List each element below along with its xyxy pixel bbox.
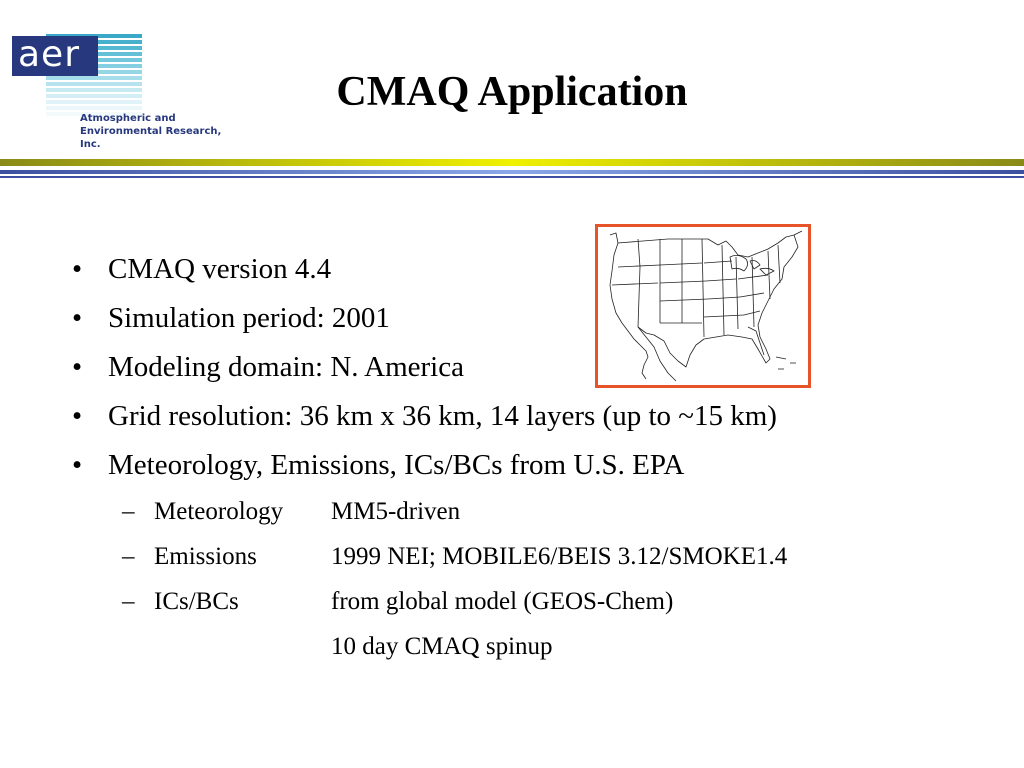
sub-item <box>70 581 1010 626</box>
bullet-item <box>70 442 1010 491</box>
header-rule-blue <box>0 170 1024 174</box>
sub-item-value: from global model (GEOS-Chem) <box>331 588 674 615</box>
bullet-glyph: • <box>72 302 83 334</box>
logo-wordmark: aer <box>12 36 98 76</box>
logo-company-name <box>80 112 232 151</box>
dash-glyph: – <box>122 543 135 570</box>
bullet-glyph: • <box>72 400 83 432</box>
bullet-glyph: • <box>72 449 83 481</box>
sub-item-value: MM5-driven <box>331 498 461 525</box>
sub-item-name: Emissions <box>154 543 257 570</box>
bullet-text: Meteorology, Emissions, ICs/BCs from U.S. EPA <box>108 449 685 481</box>
bullet-glyph: • <box>72 253 83 285</box>
sub-item-name: Meteorology <box>154 498 284 525</box>
sub-item-name: ICs/BCs <box>154 588 239 615</box>
logo-company-line1: Atmospheric and <box>80 113 176 124</box>
bullet-item <box>70 393 1010 442</box>
slide-title: CMAQ Application <box>336 69 688 115</box>
dash-glyph: – <box>122 588 135 615</box>
sub-item <box>70 491 1010 536</box>
sub-item-value: 10 day CMAQ spinup <box>331 633 553 660</box>
bullet-text: CMAQ version 4.4 <box>108 253 332 285</box>
header-rule-blue-thin <box>0 176 1024 178</box>
sub-item-value: 1999 NEI; MOBILE6/BEIS 3.12/SMOKE1.4 <box>331 543 788 570</box>
bullet-item <box>70 295 1010 344</box>
bullet-item <box>70 344 1010 393</box>
bullet-text: Modeling domain: N. America <box>108 351 464 383</box>
dash-glyph: – <box>122 498 135 525</box>
bullet-glyph: • <box>72 351 83 383</box>
bullet-list <box>70 246 1010 671</box>
sub-item-continuation <box>70 626 1010 671</box>
bullet-text: Grid resolution: 36 km x 36 km, 14 layers (up to ~15 km) <box>108 400 777 432</box>
bullet-text: Simulation period: 2001 <box>108 302 390 334</box>
bullet-item <box>70 246 1010 295</box>
header-rule-olive <box>0 159 1024 166</box>
sub-item <box>70 536 1010 581</box>
logo-company-line2: Environmental Research, Inc. <box>80 126 222 150</box>
